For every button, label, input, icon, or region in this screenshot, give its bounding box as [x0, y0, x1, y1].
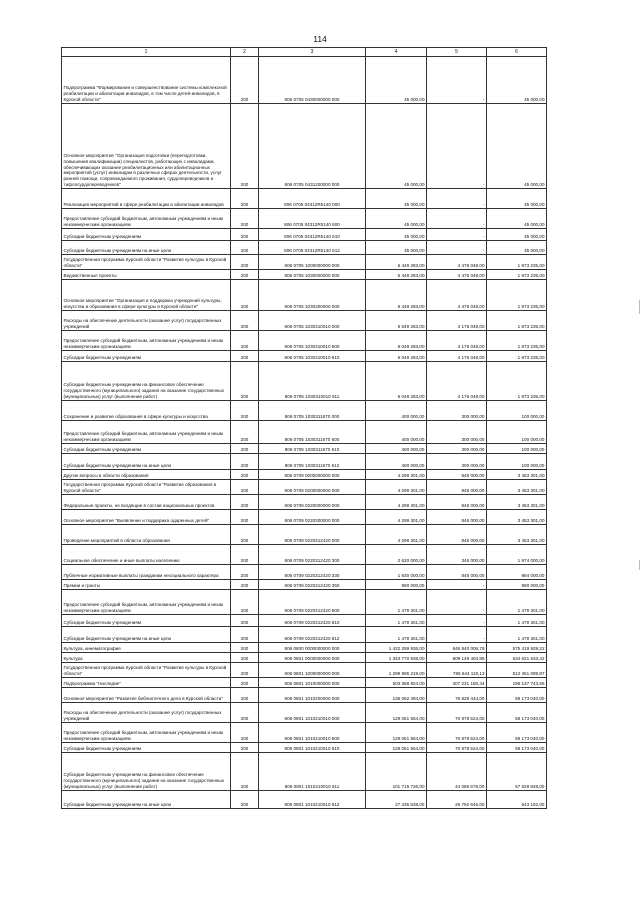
row-amount-cell: - [427, 104, 487, 189]
row-amount-cell: 1 299 995 219,00 [366, 663, 427, 678]
row-code-cell: 200 [231, 421, 259, 444]
row-amount-cell: 400 000,00 [366, 444, 427, 454]
table-row [62, 444, 547, 454]
row-amount-cell: 4 176 048,00 [427, 362, 487, 401]
table-row [62, 663, 547, 678]
table-row [62, 703, 547, 723]
table-row [62, 723, 547, 743]
row-classification-cell: 806 0709 0220312420 612 [259, 627, 366, 643]
row-amount-cell: 45 000,00 [487, 241, 547, 255]
column-header: 5 [427, 48, 487, 57]
row-code-cell: 200 [231, 590, 259, 615]
row-name-cell: Основное мероприятие "Развитие библиотечного дела в Курской области" [62, 688, 231, 703]
row-amount-cell: 300 000,00 [427, 421, 487, 444]
row-classification-cell: 806 0705 04312R5140 612 [259, 241, 366, 255]
row-classification-cell: 806 0705 1030310010 610 [259, 351, 366, 362]
row-name-cell: Субсидии бюджетным учреждениям [62, 229, 231, 241]
row-classification-cell: 806 0705 0431200000 000 [259, 104, 366, 189]
row-amount-cell: 1 974 000,00 [487, 545, 547, 565]
row-amount-cell: 534 621 533,42 [487, 653, 547, 663]
row-amount-cell: - [427, 580, 487, 590]
row-amount-cell: 300 000,00 [427, 454, 487, 470]
table-body [62, 57, 547, 809]
row-amount-cell: 6 049 283,00 [366, 362, 427, 401]
row-amount-cell: 1 873 235,00 [487, 311, 547, 331]
row-amount-cell: 846 000,00 [427, 470, 487, 480]
row-code-cell: 200 [231, 615, 259, 627]
row-amount-cell: 984 000,00 [487, 565, 547, 580]
row-amount-cell: 4 476 048,00 [427, 270, 487, 280]
row-amount-cell: 990 000,00 [487, 580, 547, 590]
table-row [62, 753, 547, 791]
row-amount-cell: 1 479 301,00 [487, 627, 547, 643]
row-amount-cell: 4 476 048,00 [427, 255, 487, 270]
row-name-cell: Предоставление субсидий бюджетным, автономным учреждениям и иным некоммерческим организациям [62, 331, 231, 351]
row-amount-cell: 4 299 301,00 [366, 495, 427, 510]
row-amount-cell: 1 873 235,00 [487, 331, 547, 351]
row-amount-cell: 45 000,00 [366, 229, 427, 241]
row-name-cell: Субсидии бюджетным учреждениям [62, 351, 231, 362]
table-row [62, 255, 547, 270]
row-code-cell: 200 [231, 580, 259, 590]
table-header-row [62, 48, 547, 57]
column-header: 3 [259, 48, 366, 57]
row-name-cell: Основное мероприятие "Организация подготовки (переподготовки, повышения квалификации) специалистов, работающих с инвалидами, обеспечивающих оказание реабилитационных или абилитационных мероприятий (услуг) инвалидам в различных сферах деятельности, услуг ранней помощи, сопровождаемого проживания, сурдопереводчиков и тифлосурдопереводчиков" [62, 104, 231, 189]
table-row [62, 678, 547, 688]
table-row [62, 421, 547, 444]
row-amount-cell: 135 052 494,00 [366, 688, 427, 703]
row-code-cell: 200 [231, 454, 259, 470]
row-classification-cell: 806 0801 1010000000 000 [259, 678, 366, 688]
row-classification-cell: 806 0709 0220312420 350 [259, 580, 366, 590]
row-amount-cell: 1 479 301,00 [487, 590, 547, 615]
row-amount-cell: 45 000,00 [366, 104, 427, 189]
row-name-cell: Ведомственные проекты [62, 270, 231, 280]
row-amount-cell: 27 335 838,00 [366, 791, 427, 809]
row-classification-cell: 806 0801 0000000000 000 [259, 653, 366, 663]
row-amount-cell: 300 000,00 [427, 401, 487, 421]
column-header: 4 [366, 48, 427, 57]
row-amount-cell: 45 000,00 [487, 229, 547, 241]
row-amount-cell: 2 620 000,00 [366, 545, 427, 565]
row-amount-cell: 45 000,00 [366, 57, 427, 104]
row-code-cell: 200 [231, 270, 259, 280]
row-classification-cell: 806 0801 1010210010 610 [259, 743, 366, 753]
table-row [62, 480, 547, 495]
row-name-cell: Субсидии бюджетным учреждениям [62, 444, 231, 454]
row-code-cell: 200 [231, 331, 259, 351]
table-row [62, 362, 547, 401]
row-amount-cell: - [427, 209, 487, 229]
row-code-cell: 200 [231, 255, 259, 270]
row-name-cell: Подпрограмма "Наследие" [62, 678, 231, 688]
row-amount-cell: 846 000,00 [427, 525, 487, 545]
row-classification-cell: 806 0709 0220312420 300 [259, 545, 366, 565]
row-code-cell: 200 [231, 525, 259, 545]
row-code-cell: 200 [231, 229, 259, 241]
row-code-cell: 200 [231, 643, 259, 653]
row-amount-cell: 846 000,00 [427, 510, 487, 525]
budget-table [61, 47, 547, 809]
page-number: 114 [313, 34, 327, 44]
row-amount-cell: 3 453 301,00 [487, 480, 547, 495]
row-amount-cell: 4 476 048,00 [427, 280, 487, 311]
row-classification-cell: 806 0705 1030310010 000 [259, 311, 366, 331]
row-amount-cell: - [427, 241, 487, 255]
column-header: 1 [62, 48, 231, 57]
row-amount-cell: - [427, 615, 487, 627]
row-amount-cell: 58 173 040,00 [487, 688, 547, 703]
row-code-cell: 200 [231, 280, 259, 311]
row-classification-cell: 806 0705 0430000000 000 [259, 57, 366, 104]
row-classification-cell: 806 0709 0200000000 000 [259, 480, 366, 495]
table-row [62, 565, 547, 580]
row-classification-cell: 806 0705 1030311670 000 [259, 401, 366, 421]
row-amount-cell: 1 479 301,00 [366, 627, 427, 643]
row-amount-cell: 45 000,00 [366, 189, 427, 209]
row-amount-cell: 990 000,00 [366, 580, 427, 590]
row-classification-cell: 806 0801 1010210010 600 [259, 723, 366, 743]
table-row [62, 791, 547, 809]
row-code-cell: 200 [231, 627, 259, 643]
row-name-cell: Сохранение и развитие образования в сфере культуры и искусства [62, 401, 231, 421]
row-amount-cell: 4 299 301,00 [366, 525, 427, 545]
row-name-cell: Культура, кинематография [62, 643, 231, 653]
row-amount-cell: 6 049 283,00 [366, 331, 427, 351]
row-amount-cell: 45 000,00 [487, 104, 547, 189]
row-name-cell: Предоставление субсидий бюджетным, автономным учреждениям и иным некоммерческим организациям [62, 209, 231, 229]
row-code-cell: 200 [231, 791, 259, 809]
row-amount-cell: 4 299 301,00 [366, 470, 427, 480]
table-row [62, 311, 547, 331]
row-code-cell: 200 [231, 351, 259, 362]
row-name-cell: Субсидии бюджетным учреждениям на иные цели [62, 791, 231, 809]
row-classification-cell: 806 0800 0000000000 000 [259, 643, 366, 653]
row-code-cell: 200 [231, 189, 259, 209]
table-row [62, 590, 547, 615]
row-amount-cell: 76 829 444,00 [427, 688, 487, 703]
row-amount-cell: 1 343 770 938,00 [366, 653, 427, 663]
row-amount-cell: 100 000,00 [487, 401, 547, 421]
row-classification-cell: 806 0705 1030000000 000 [259, 270, 366, 280]
row-name-cell: Федеральные проекты, не входящие в состав национальных проектов [62, 495, 231, 510]
table-row [62, 615, 547, 627]
row-amount-cell: 196 137 743,56 [487, 678, 547, 688]
row-amount-cell: 4 299 301,00 [366, 510, 427, 525]
table-row [62, 280, 547, 311]
row-classification-cell: 806 0709 0220000000 000 [259, 495, 366, 510]
table-row [62, 189, 547, 209]
row-amount-cell: 129 051 564,00 [366, 723, 427, 743]
row-amount-cell: 346 000,00 [427, 545, 487, 565]
row-amount-cell: 1 479 301,00 [487, 615, 547, 627]
row-classification-cell: 806 0709 0000000000 000 [259, 470, 366, 480]
row-amount-cell: 44 086 678,00 [427, 753, 487, 791]
row-amount-cell: 6 649 283,00 [366, 311, 427, 331]
table-row [62, 401, 547, 421]
row-classification-cell: 806 0705 1030310010 611 [259, 362, 366, 401]
row-classification-cell: 806 0705 04312R5140 610 [259, 229, 366, 241]
row-amount-cell: 4 176 048,00 [427, 351, 487, 362]
row-classification-cell: 806 0709 0220300000 000 [259, 510, 366, 525]
row-amount-cell: 100 000,00 [487, 444, 547, 454]
row-amount-cell: 3 453 301,00 [487, 510, 547, 525]
row-amount-cell: 400 000,00 [366, 401, 427, 421]
row-name-cell: Расходы на обеспечение деятельности (оказание услуг) государственных учреждений [62, 703, 231, 723]
row-name-cell: Подпрограмма "Формирование и совершенствование системы комплексной реабилитации и абилитации инвалидов, в том числе детей-инвалидов, в Курской области" [62, 57, 231, 104]
row-code-cell: 200 [231, 510, 259, 525]
row-amount-cell: 70 878 524,00 [427, 703, 487, 723]
row-classification-cell: 806 0705 1030300000 000 [259, 280, 366, 311]
row-code-cell: 200 [231, 678, 259, 688]
row-amount-cell: 846 000,00 [427, 495, 487, 510]
row-classification-cell: 806 0801 1010210010 612 [259, 791, 366, 809]
row-amount-cell: 786 644 119,13 [427, 663, 487, 678]
row-name-cell: Проведение мероприятий в области образования [62, 525, 231, 545]
row-amount-cell: 1 479 301,00 [366, 590, 427, 615]
row-amount-cell: 575 419 929,22 [487, 643, 547, 653]
row-name-cell: Основное мероприятие "Организация и поддержка учреждений культуры, искусства и образования в сфере культуры в Курской области" [62, 280, 231, 311]
row-code-cell: 200 [231, 653, 259, 663]
row-classification-cell: 806 0705 1030310010 600 [259, 331, 366, 351]
table-row [62, 104, 547, 189]
row-name-cell: Субсидии бюджетным учреждениям на иные цели [62, 454, 231, 470]
row-name-cell: Другие вопросы в области образования [62, 470, 231, 480]
row-code-cell: 200 [231, 311, 259, 331]
table-row [62, 241, 547, 255]
row-amount-cell: 1 973 235,00 [487, 270, 547, 280]
row-amount-cell: 3 453 301,00 [487, 525, 547, 545]
row-amount-cell: 100 000,00 [487, 421, 547, 444]
row-code-cell: 200 [231, 565, 259, 580]
row-classification-cell: 806 0801 1010200000 000 [259, 688, 366, 703]
column-header: 2 [231, 48, 259, 57]
table-row [62, 743, 547, 753]
row-name-cell: Культура [62, 653, 231, 663]
row-amount-cell: 4 299 301,00 [366, 480, 427, 495]
row-amount-cell: 846 000,00 [427, 480, 487, 495]
row-name-cell: Государственная программа Курской области "Развитие культуры в Курской области" [62, 663, 231, 678]
row-amount-cell: - [427, 189, 487, 209]
table-row [62, 470, 547, 480]
row-name-cell: Социальное обеспечение и иные выплаты населению [62, 545, 231, 565]
row-name-cell: Расходы на обеспечение деятельности (оказание услуг) государственных учреждений [62, 311, 231, 331]
row-amount-cell: 129 051 564,00 [366, 703, 427, 723]
row-amount-cell: 45 000,00 [366, 209, 427, 229]
row-amount-cell: 1 479 301,00 [366, 615, 427, 627]
row-amount-cell: 6 449 283,00 [366, 270, 427, 280]
row-amount-cell: 512 451 099,87 [487, 663, 547, 678]
row-amount-cell: 846 000,00 [427, 565, 487, 580]
row-code-cell: 200 [231, 444, 259, 454]
row-amount-cell: 300 000,00 [427, 444, 487, 454]
row-classification-cell: 806 0709 0220312420 600 [259, 590, 366, 615]
row-classification-cell: 806 0801 1010210010 611 [259, 753, 366, 791]
row-code-cell: 200 [231, 703, 259, 723]
row-name-cell: Субсидии бюджетным учреждениям на финансовое обеспечение государственного (муниципального) задания на оказание государственных (муниципальных) услуг (выполнение работ) [62, 362, 231, 401]
row-amount-cell: 809 149 404,88 [427, 653, 487, 663]
row-name-cell: Предоставление субсидий бюджетным, автономным учреждениям и иным некоммерческим организациям [62, 421, 231, 444]
row-classification-cell: 806 0705 1000000000 000 [259, 255, 366, 270]
column-header: 6 [487, 48, 547, 57]
row-name-cell: Публичные нормативные выплаты гражданам несоциального характера [62, 565, 231, 580]
row-amount-cell: 45 000,00 [487, 57, 547, 104]
table-row [62, 688, 547, 703]
row-classification-cell: 806 0705 04312R5140 000 [259, 189, 366, 209]
row-amount-cell: 58 173 040,00 [487, 743, 547, 753]
table-row [62, 627, 547, 643]
row-amount-cell: 70 878 524,00 [427, 723, 487, 743]
row-classification-cell: 806 0705 04312R5140 600 [259, 209, 366, 229]
row-amount-cell: 1 873 235,00 [487, 351, 547, 362]
row-code-cell: 200 [231, 209, 259, 229]
row-code-cell: 200 [231, 743, 259, 753]
row-classification-cell: 806 0705 1030311670 610 [259, 444, 366, 454]
table-row [62, 270, 547, 280]
row-amount-cell: 6 049 283,00 [366, 351, 427, 362]
table-row [62, 545, 547, 565]
row-amount-cell: 543 192,00 [487, 791, 547, 809]
row-name-cell: Субсидии бюджетным учреждениям на иные цели [62, 241, 231, 255]
row-code-cell: 200 [231, 480, 259, 495]
table-row [62, 57, 547, 104]
row-amount-cell: 400 000,00 [366, 421, 427, 444]
row-code-cell: 200 [231, 545, 259, 565]
row-amount-cell: 70 878 524,00 [427, 743, 487, 753]
row-name-cell: Предоставление субсидий бюджетным, автономным учреждениям и иным некоммерческим организациям [62, 723, 231, 743]
row-name-cell: Премии и гранты [62, 580, 231, 590]
row-amount-cell: 1 422 259 936,00 [366, 643, 427, 653]
row-code-cell: 200 [231, 401, 259, 421]
table-row [62, 331, 547, 351]
row-amount-cell: 100 000,00 [487, 454, 547, 470]
table-row [62, 351, 547, 362]
row-amount-cell: 1 973 235,00 [487, 280, 547, 311]
row-code-cell: 200 [231, 241, 259, 255]
row-code-cell: 200 [231, 688, 259, 703]
row-name-cell: Государственная программа Курской области "Развитие образования в Курской области" [62, 480, 231, 495]
row-amount-cell: 846 840 006,78 [427, 643, 487, 653]
table-row [62, 229, 547, 241]
row-amount-cell: 1 830 000,00 [366, 565, 427, 580]
row-amount-cell: 57 629 848,00 [487, 753, 547, 791]
row-name-cell: Субсидии бюджетным учреждениям на финансовое обеспечение государственного (муниципального) задания на оказание государственных (муниципальных) услуг (выполнение работ) [62, 753, 231, 791]
row-amount-cell: 45 000,00 [487, 209, 547, 229]
table-row [62, 580, 547, 590]
row-amount-cell: 58 173 040,00 [487, 703, 547, 723]
row-amount-cell: 101 715 726,00 [366, 753, 427, 791]
row-amount-cell: - [427, 57, 487, 104]
row-code-cell: 200 [231, 104, 259, 189]
row-amount-cell: 26 792 646,00 [427, 791, 487, 809]
table-row [62, 643, 547, 653]
row-amount-cell: 4 176 048,00 [427, 311, 487, 331]
row-code-cell: 200 [231, 362, 259, 401]
table-row [62, 510, 547, 525]
row-classification-cell: 806 0709 0220312420 610 [259, 615, 366, 627]
row-code-cell: 200 [231, 470, 259, 480]
row-code-cell: 200 [231, 723, 259, 743]
row-name-cell: Государственная программа Курской области "Развитие культуры в Курской области" [62, 255, 231, 270]
row-amount-cell: 45 000,00 [487, 189, 547, 209]
row-classification-cell: 806 0705 1030311670 600 [259, 421, 366, 444]
row-classification-cell: 806 0709 0220312420 000 [259, 525, 366, 545]
row-amount-cell: 6 449 283,00 [366, 255, 427, 270]
row-amount-cell: 4 176 048,00 [427, 331, 487, 351]
row-amount-cell: 407 231 180,44 [427, 678, 487, 688]
table-row [62, 653, 547, 663]
row-amount-cell: 129 051 564,00 [366, 743, 427, 753]
table-row [62, 454, 547, 470]
row-amount-cell: - [427, 627, 487, 643]
row-amount-cell: 1 973 235,00 [487, 255, 547, 270]
row-classification-cell: 806 0801 1010210010 000 [259, 703, 366, 723]
row-amount-cell: 58 173 040,00 [487, 723, 547, 743]
row-classification-cell: 806 0705 1030311670 612 [259, 454, 366, 470]
row-amount-cell: 3 453 301,00 [487, 495, 547, 510]
row-amount-cell: - [427, 229, 487, 241]
row-name-cell: Субсидии бюджетным учреждениям [62, 743, 231, 753]
row-code-cell: 200 [231, 663, 259, 678]
row-code-cell: 200 [231, 495, 259, 510]
row-classification-cell: 806 0709 0220312420 330 [259, 565, 366, 580]
row-amount-cell: - [427, 590, 487, 615]
row-amount-cell: 400 000,00 [366, 454, 427, 470]
row-name-cell: Основное мероприятие "Выявление и поддержка одаренных детей" [62, 510, 231, 525]
row-amount-cell: 45 000,00 [366, 241, 427, 255]
row-name-cell: Субсидии бюджетным учреждениям [62, 615, 231, 627]
table-row [62, 209, 547, 229]
row-amount-cell: 3 453 301,00 [487, 470, 547, 480]
row-name-cell: Предоставление субсидий бюджетным, автономным учреждениям и иным некоммерческим организациям [62, 590, 231, 615]
table-row [62, 495, 547, 510]
row-classification-cell: 806 0801 1000000000 000 [259, 663, 366, 678]
row-name-cell: Субсидии бюджетным учреждениям на иные цели [62, 627, 231, 643]
row-amount-cell: 6 449 283,00 [366, 280, 427, 311]
row-amount-cell: 503 368 824,00 [366, 678, 427, 688]
row-name-cell: Реализация мероприятий в сфере реабилитации и абилитации инвалидов [62, 189, 231, 209]
row-amount-cell: 1 873 235,00 [487, 362, 547, 401]
row-code-cell: 200 [231, 753, 259, 791]
table-row [62, 525, 547, 545]
row-code-cell: 200 [231, 57, 259, 104]
